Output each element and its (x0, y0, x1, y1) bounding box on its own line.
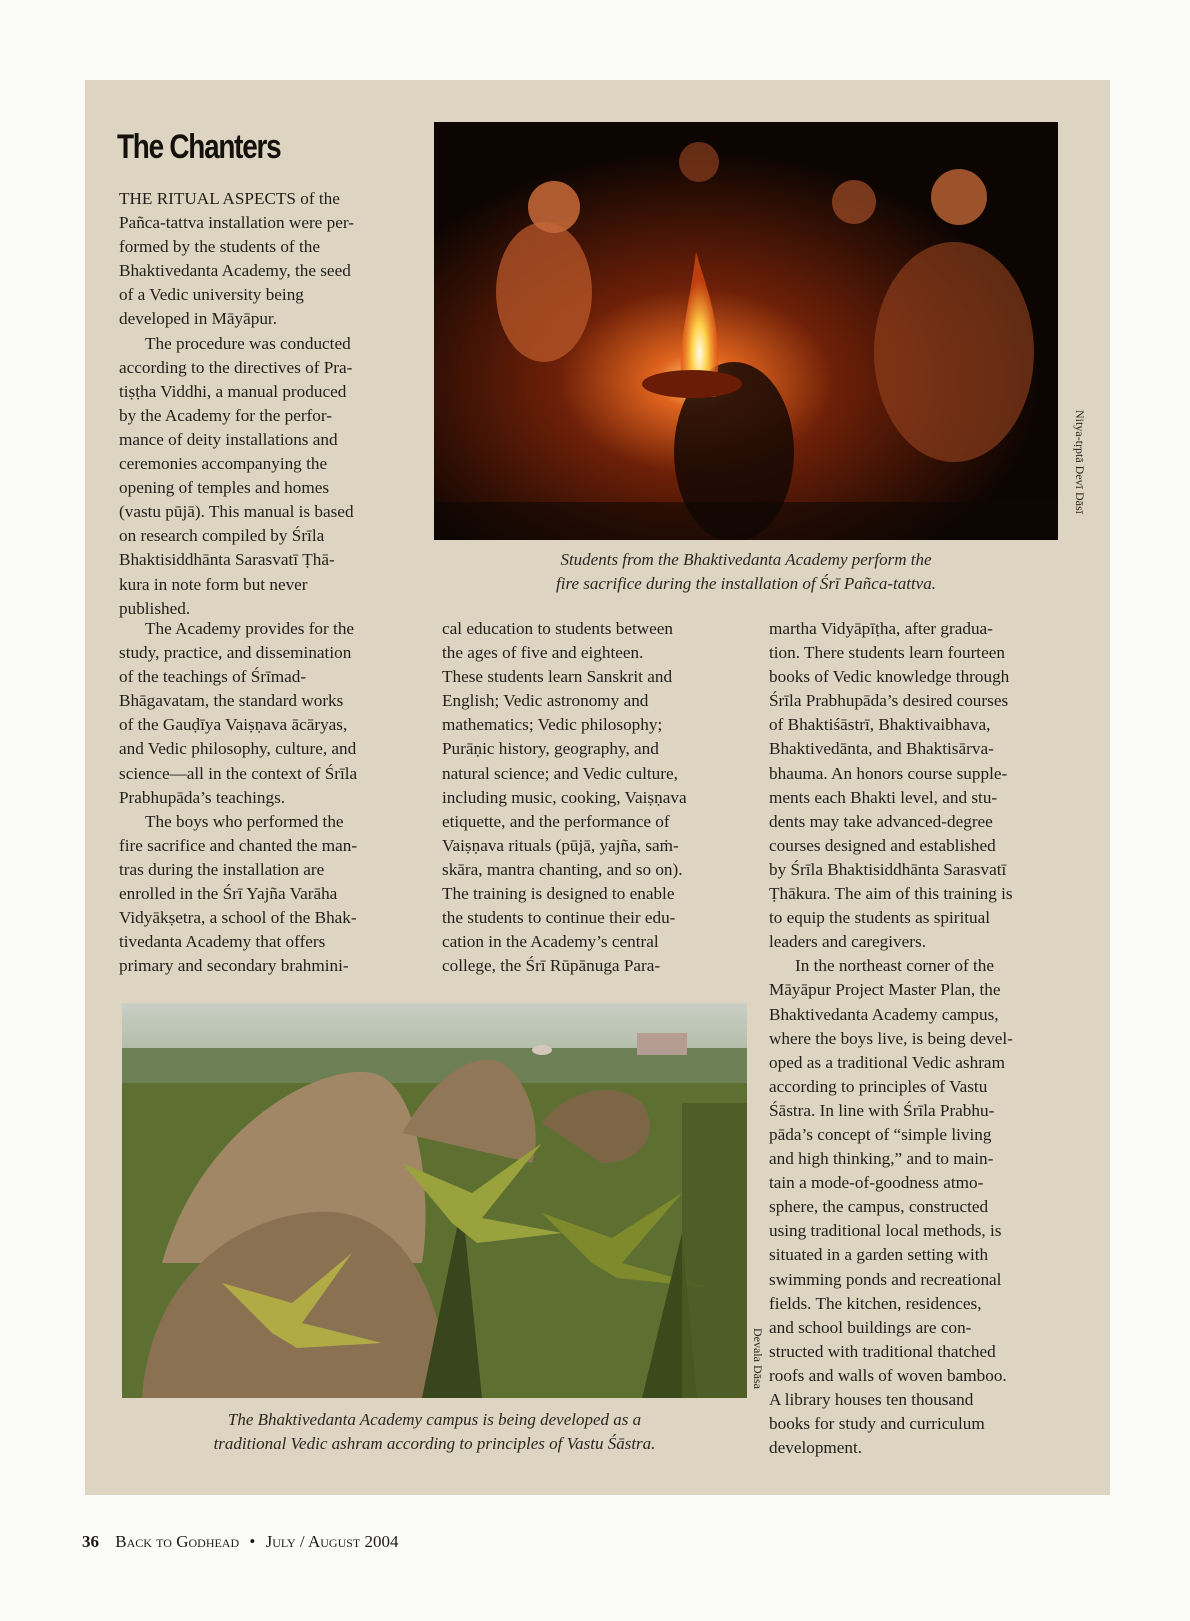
column-1-bottom (119, 617, 419, 978)
text-line: study, practice, and dissemination (119, 643, 352, 663)
text-line: tiṣṭha Viddhi, a manual produced (119, 381, 347, 401)
text-line: Bhaktivedanta Academy, the seed (119, 261, 351, 281)
text-line: pāda’s concept of “simple living (769, 1124, 992, 1144)
photo1-caption-line: fire sacrifice during the installation of Śrī Pañca-tattva. (556, 574, 936, 593)
text-line: formed by the students of the (119, 237, 320, 257)
text-line: tain a mode-of-goodness atmo- (769, 1173, 984, 1193)
text-line: natural science; and Vedic culture, (442, 763, 678, 783)
text-line: ceremonies accompanying the (119, 454, 328, 474)
text-line: Bhaktivedānta, and Bhaktisārva- (769, 739, 994, 759)
text-line: dents may take advanced-degree (769, 811, 993, 831)
text-line: The Academy provides for the (145, 619, 355, 638)
text-line: fields. The kitchen, residences, (769, 1293, 982, 1313)
text-line: cation in the Academy’s central (442, 932, 659, 952)
text-line: sphere, the campus, constructed (769, 1197, 989, 1217)
paragraph (119, 332, 419, 621)
text-line: using traditional local methods, is (769, 1221, 1002, 1241)
text-line: according to the directives of Pra- (119, 357, 353, 377)
paragraph (769, 617, 1079, 954)
paragraph (119, 810, 419, 979)
text-line: and school buildings are con- (769, 1317, 972, 1337)
text-line: martha Vidyāpīṭha, after gradua- (769, 619, 993, 638)
text-line: on research compiled by Śrīla (119, 526, 325, 546)
text-line: oped as a traditional Vedic ashram (769, 1052, 1005, 1072)
text-line: including music, cooking, Vaiṣṇava (442, 787, 687, 807)
text-line: etiquette, and the performance of (442, 811, 670, 831)
text-line: mathematics; Vedic philosophy; (442, 715, 663, 735)
text-line: ments each Bhakti level, and stu- (769, 787, 998, 807)
text-line: Śāstra. In line with Śrīla Prabhu- (769, 1100, 995, 1120)
text-line: enrolled in the Śrī Yajña Varāha (119, 884, 338, 904)
page-number: 36 (82, 1532, 99, 1551)
text-line: In the northeast corner of the (795, 956, 995, 976)
text-line: by the Academy for the perfor- (119, 405, 332, 425)
text-line: development. (769, 1438, 863, 1458)
photo2-credit: Devala Dāsa (751, 1328, 765, 1389)
column-1-top (119, 187, 419, 621)
text-line: Prabhupāda’s teachings. (119, 787, 286, 807)
text-line: A library houses ten thousand (769, 1390, 974, 1409)
text-line: books of Vedic knowledge through (769, 667, 1010, 687)
text-line: by Śrīla Bhaktisiddhānta Sarasvatī (769, 859, 1007, 879)
text-line: leaders and caregivers. (769, 932, 926, 952)
text-line: The procedure was conducted (145, 333, 351, 353)
text-line: Vidyākṣetra, a school of the Bhak- (119, 908, 357, 928)
text-line: primary and secondary brahmini- (119, 956, 349, 976)
column-3 (769, 617, 1079, 1460)
text-line: Bhaktisiddhānta Sarasvatī Ṭhā- (119, 550, 335, 570)
text-line: published. (119, 598, 191, 618)
text-line: (vastu pūjā). This manual is based (119, 502, 354, 522)
text-line: Purāṇic history, geography, and (442, 739, 659, 759)
photo1-caption-line: Students from the Bhaktivedanta Academy perform the (560, 550, 932, 569)
text-line: situated in a garden setting with (769, 1245, 989, 1265)
text-line: tras during the installation are (119, 859, 325, 879)
text-line: according to principles of Vastu (769, 1076, 988, 1096)
text-line: English; Vedic astronomy and (442, 691, 649, 711)
text-line: mance of deity installations and (119, 429, 338, 449)
text-line: science—all in the context of Śrīla (119, 763, 358, 783)
text-line: of the teachings of Śrīmad- (119, 667, 307, 687)
campus-photo (122, 1003, 747, 1398)
text-line: bhauma. An honors course supple- (769, 763, 1008, 783)
column-2 (442, 617, 742, 978)
text-line: The boys who performed the (145, 811, 344, 831)
photo2-caption-line: The Bhaktivedanta Academy campus is being developed as a (227, 1410, 642, 1429)
text-line: These students learn Sanskrit and (442, 667, 673, 687)
paragraph (119, 187, 419, 332)
text-line: structed with traditional thatched (769, 1341, 996, 1361)
text-line: and high thinking,” and to main- (769, 1149, 994, 1169)
text-line: opening of temples and homes (119, 478, 330, 498)
text-line: skāra, mantra chanting, and so on). (442, 859, 683, 879)
text-line: THE RITUAL ASPECTS of the (119, 189, 340, 208)
text-line: Pañca-tattva installation were per- (119, 213, 354, 233)
issue-date: July / August 2004 (265, 1532, 399, 1551)
photo2-caption-line: traditional Vedic ashram according to principles of Vastu Śāstra. (213, 1434, 656, 1453)
text-line: to equip the students as spiritual (769, 908, 991, 928)
text-line: kura in note form but never (119, 574, 308, 594)
text-line: of Bhaktiśāstrī, Bhaktivaibhava, (769, 715, 991, 735)
article-title: The Chanters (117, 128, 281, 166)
text-line: and Vedic philosophy, culture, and (119, 739, 357, 759)
photo1-caption (434, 548, 1058, 596)
text-line: the ages of five and eighteen. (442, 643, 644, 663)
text-line: swimming ponds and recreational (769, 1269, 1002, 1289)
text-line: Māyāpur Project Master Plan, the (769, 980, 1001, 1000)
text-line: courses designed and established (769, 835, 996, 855)
paragraph (442, 617, 742, 978)
text-line: cal education to students between (442, 619, 673, 638)
text-line: Vaiṣṇava rituals (pūjā, yajña, saṁ- (442, 835, 679, 855)
text-line: developed in Māyāpur. (119, 309, 277, 329)
photo1-credit: Nitya-tṛptā Devī Dāsī (1073, 410, 1087, 514)
text-line: of a Vedic university being (119, 285, 304, 305)
text-line: fire sacrifice and chanted the man- (119, 835, 358, 855)
paragraph (119, 617, 419, 810)
text-line: Ṭhākura. The aim of this training is (769, 884, 1013, 904)
page-footer (82, 1532, 399, 1552)
footer-separator: • (249, 1532, 256, 1551)
fire-sacrifice-photo (434, 122, 1058, 540)
text-line: of the Gauḍīya Vaiṣṇava ācāryas, (119, 715, 348, 735)
text-line: college, the Śrī Rūpānuga Para- (442, 956, 661, 976)
text-line: Śrīla Prabhupāda’s desired courses (769, 691, 1009, 711)
magazine-name: Back to Godhead (115, 1532, 240, 1551)
text-line: Bhāgavatam, the standard works (119, 691, 344, 711)
text-line: tivedanta Academy that offers (119, 932, 326, 952)
text-line: The training is designed to enable (442, 884, 675, 904)
text-line: where the boys live, is being devel- (769, 1028, 1013, 1048)
photo2-caption (112, 1408, 757, 1456)
text-line: tion. There students learn fourteen (769, 643, 1005, 663)
text-line: roofs and walls of woven bamboo. (769, 1365, 1007, 1385)
text-line: books for study and curriculum (769, 1414, 985, 1434)
text-line: Bhaktivedanta Academy campus, (769, 1004, 999, 1024)
text-line: the students to continue their edu- (442, 908, 676, 928)
paragraph (769, 954, 1079, 1460)
